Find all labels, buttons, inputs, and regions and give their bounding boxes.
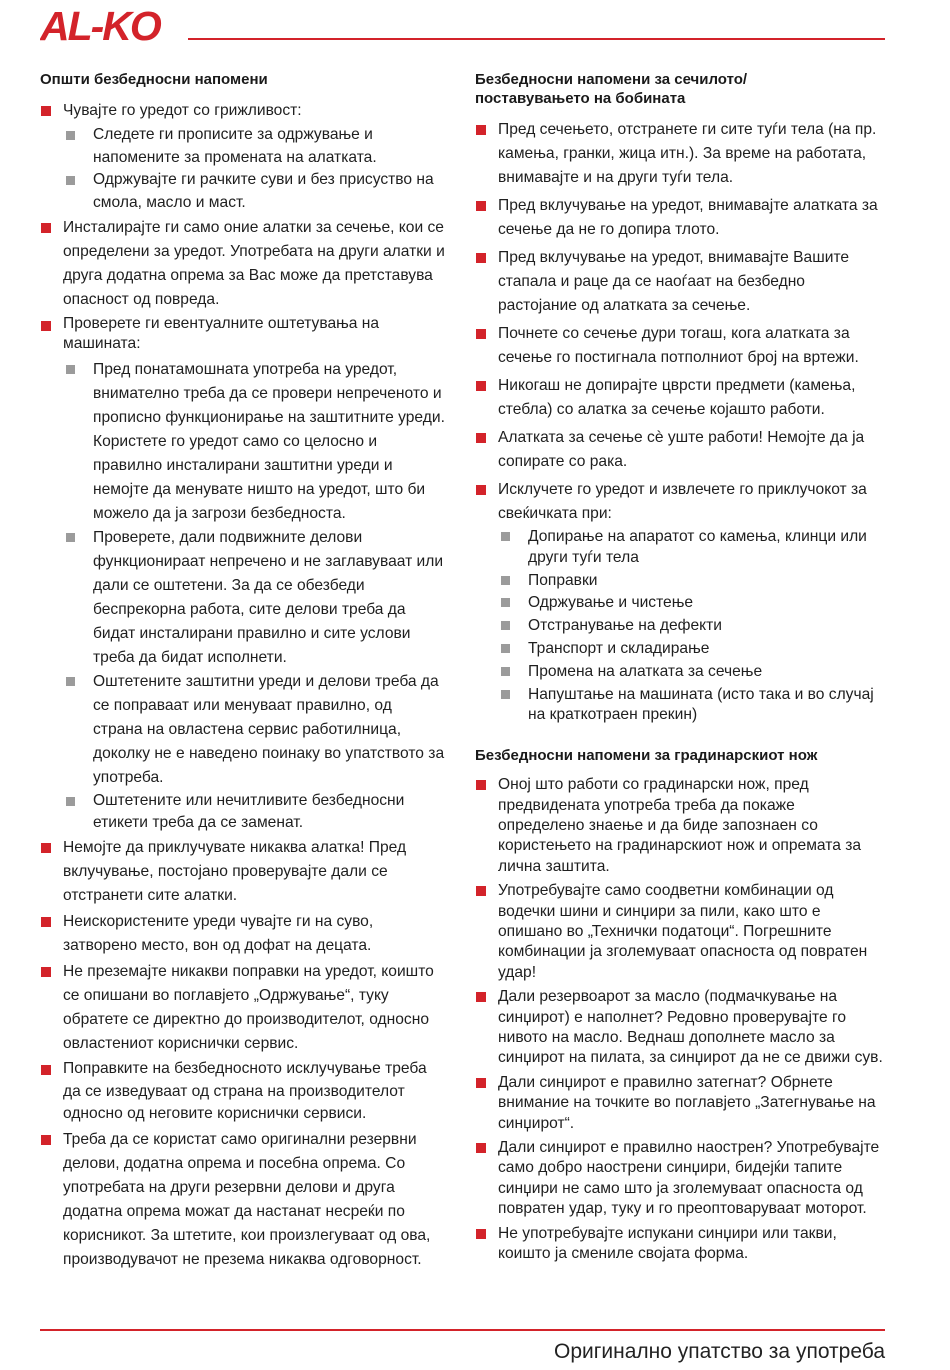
list-item: Никогаш не допирајте цврсти предмети (камења, стебла) со алатка за сечење којашто работи. bbox=[475, 374, 885, 422]
alko-logo-mark bbox=[40, 6, 185, 44]
sub-list-item: Промена на алатката за сечење bbox=[498, 662, 885, 683]
list-item: Не употребувајте испукани синџири или такви, коишто ја смениле својата форма. bbox=[475, 1224, 885, 1265]
sub-list bbox=[63, 124, 445, 214]
list-item: Алатката за сечење сè уште работи! Немојте да ја сопирате со рака. bbox=[475, 426, 885, 474]
list-item: Немојте да приклучувате никаква алатка! Пред вклучување, постојано проверувајте дали се отстранети сите алатки. bbox=[40, 836, 445, 908]
list-item: Почнете со сечење дури тогаш, кога алатката за сечење го постигнала потполниот број на вртежи. bbox=[475, 322, 885, 370]
alko-logo bbox=[40, 6, 185, 44]
list-item: Дали резервоарот за масло (подмачкување на синџирот) е наполнет? Редовно проверувајте го нивото на масло. Веднаш дополнете масло за синџирот на пилата, за синџирот да не се движи сув. bbox=[475, 987, 885, 1069]
sub-list-item: Одржувајте ги рачките суви и без присуство на смола, масло и маст. bbox=[63, 169, 445, 214]
list-item: Пред вклучување на уредот, внимавајте алатката за сечење да не го допира тлото. bbox=[475, 194, 885, 242]
sub-list-item: Транспорт и складирање bbox=[498, 639, 885, 660]
list-item-text: Проверете ги евентуалните оштетувања на машината: bbox=[63, 315, 380, 352]
list-item: Дали синџирот е правилно затегнат? Обрнете внимание на точките во поглавјето „Затегнување на синџирот“. bbox=[475, 1073, 885, 1134]
sub-list-item: Поправки bbox=[498, 571, 885, 592]
list-item: Неискористените уреди чувајте ги на суво, затворено место, вон од дофат на децата. bbox=[40, 910, 445, 958]
sub-list-item: Отстранување на дефекти bbox=[498, 616, 885, 637]
right-column bbox=[475, 70, 885, 1269]
footer-rule bbox=[40, 1329, 885, 1331]
general-safety-list bbox=[40, 99, 445, 1272]
general-safety-title: Општи безбедносни напомени bbox=[40, 71, 268, 88]
sub-list bbox=[63, 358, 445, 834]
sub-list bbox=[498, 527, 885, 726]
list-item bbox=[40, 314, 445, 834]
list-item bbox=[475, 478, 885, 726]
cutting-safety-list bbox=[475, 118, 885, 726]
list-item: Поправките на безбедносното исклучување треба да се изведуваат од страна на производителот односно од неговите кориснички сервиси. bbox=[40, 1058, 445, 1126]
sub-list-item: Оштетените заштитни уреди и делови треба да се поправаат или менуваат правилно, од страна на овластена сервис работилница, доколку не е наведено поинаку во упатството за употреба. bbox=[63, 670, 445, 790]
sub-list-item: Проверете, дали подвижните делови функционираат непречено и не заглавуваат или дали се оштетени. За да се обезбеди беспрекорна работа, сите делови треба да бидат инсталирани правилно и сите услови треба да бидат исполнети. bbox=[63, 526, 445, 670]
list-item: Пред вклучување на уредот, внимавајте Вашите стапала и раце да се наоѓаат на безбедно растојание од алатката за сечење. bbox=[475, 246, 885, 318]
list-item: Дали синџирот е правилно наострен? Употребувајте само добро наострени синџири, бидејќи тапите синџири не само што ја зголемуваат опасноста од повратен удар, туку и го преоптоваруваат моторот. bbox=[475, 1138, 885, 1220]
list-item: Пред сечењето, отстранете ги сите туѓи тела (на пр. камења, гранки, жица итн.). За време на работата, внимавајте и на други туѓи тела. bbox=[475, 118, 885, 190]
sub-list-item: Одржување и чистење bbox=[498, 593, 885, 614]
list-item-text: Исклучете го уредот и извлечете го приклучокот за свеќичката при: bbox=[498, 481, 867, 522]
sub-list-item: Следете ги прописите за одржување и напомените за промената на алатката. bbox=[63, 124, 445, 169]
left-column bbox=[40, 70, 445, 1274]
list-item: Не преземајте никакви поправки на уредот, коишто се опишани во поглавјето „Одржување“, туку обратете се директно до производителот, односно овластениот кориснички сервис. bbox=[40, 960, 445, 1056]
hedge-trimmer-safety-list bbox=[475, 775, 885, 1264]
list-item: Оној што работи со градинарски нож, пред предвидената употреба треба да покаже определено знаење и да биде запознаен со користењето на градинарскиот нож и опремата за лична заштита. bbox=[475, 775, 885, 877]
list-item-text: Чувајте го уредот со грижливост: bbox=[63, 102, 302, 119]
sub-list-item: Напуштање на машината (исто така и во случај на краткотраен прекин) bbox=[498, 685, 885, 727]
svg-text:AL-KO: AL-KO bbox=[40, 6, 160, 44]
page-header bbox=[40, 6, 885, 46]
cutting-safety-title: Безбедносни напомени за сечилото/ поставувањето на бобината bbox=[475, 71, 748, 107]
sub-list-item: Оштетените или нечитливите безбедносни етикети треба да се заменат. bbox=[63, 790, 445, 834]
sub-list-item: Пред понатамошната употреба на уредот, внимателно треба да се провери непреченото и прописно функционирање на заштитните уреди. Користете го уредот само со целосно и правилно инсталирани заштитни уреди и немојте да менувате ништо на уредот, што би можело да ја загрози безбедноста. bbox=[63, 358, 445, 526]
list-item: Употребувајте само соодветни комбинации од водечки шини и синџири за пили, како што е опишано во „Технички податоци“. Погрешните комбинации ја зголемуваат опасноста од повратен удар! bbox=[475, 881, 885, 983]
list-item: Инсталирајте ги само оние алатки за сечење, кои се определени за уредот. Употребата на други алатки и друга додатна опрема за Вас може да претставува опасност од повреда. bbox=[40, 216, 445, 312]
sub-list-item: Допирање на апаратот со камења, клинци или други туѓи тела bbox=[498, 527, 885, 569]
footer-title: Оригинално упатство за употреба bbox=[554, 1340, 885, 1363]
list-item bbox=[40, 99, 445, 214]
header-rule bbox=[188, 38, 885, 40]
list-item: Треба да се користат само оригинални резервни делови, додатна опрема и посебна опрема. Со употребата на други резервни делови и друга додатна опрема можат да настанат несреќи по корисникот. За штетите, кои произлегуваат од ова, производувачот не презема никаква одговорност. bbox=[40, 1128, 445, 1272]
hedge-trimmer-safety-title: Безбедносни напомени за градинарскиот нож bbox=[475, 747, 818, 765]
